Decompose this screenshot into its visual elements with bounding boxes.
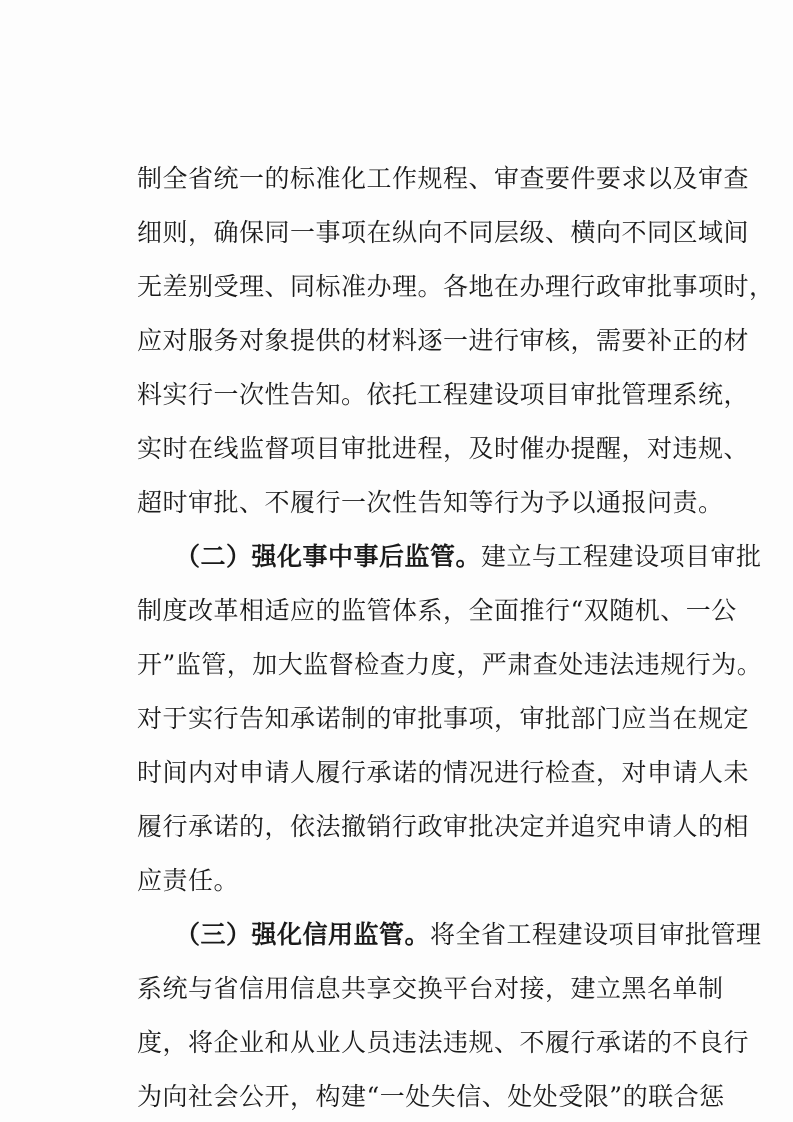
section-3-heading: （三）强化信用监管。 bbox=[175, 920, 431, 949]
paragraph-line: 履行承诺的，依法撤销行政审批决定并追究申请人的相 bbox=[137, 812, 750, 841]
section-2-first-line-text: 建立与工程建设项目审批 bbox=[481, 542, 762, 571]
paragraph-line: 为向社会公开，构建“一处失信、处处受限”的联合惩 bbox=[137, 1082, 725, 1111]
paragraph-line: 制全省统一的标准化工作规程、审查要件要求以及审查 bbox=[137, 164, 750, 193]
section-2-heading: （二）强化事中事后监管。 bbox=[175, 542, 482, 571]
paragraph-line: 制度改革相适应的监管体系，全面推行“双随机、一公 bbox=[137, 596, 737, 625]
section-3-first-line bbox=[175, 916, 762, 954]
paragraph-line: 时间内对申请人履行承诺的情况进行检查，对申请人未 bbox=[137, 758, 750, 787]
paragraph-line: 开”监管，加大监督检查力度，严肃查处违法违规行为。 bbox=[137, 650, 763, 679]
paragraph-line: 细则，确保同一事项在纵向不同层级、横向不同区域间 bbox=[137, 218, 750, 247]
paragraph-line: 度，将企业和从业人员违法违规、不履行承诺的不良行 bbox=[137, 1028, 750, 1057]
section-2-first-line bbox=[175, 538, 762, 576]
paragraph-line: 应责任。 bbox=[137, 866, 240, 895]
paragraph-line: 应对服务对象提供的材料逐一进行审核，需要补正的材 bbox=[137, 326, 750, 355]
paragraph-line: 实时在线监督项目审批进程，及时催办提醒，对违规、 bbox=[137, 434, 750, 463]
paragraph-line: 对于实行告知承诺制的审批事项，审批部门应当在规定 bbox=[137, 704, 750, 733]
paragraph-line: 无差别受理、同标准办理。各地在办理行政审批事项时， bbox=[137, 272, 775, 301]
paragraph-line: 料实行一次性告知。依托工程建设项目审批管理系统， bbox=[137, 380, 750, 409]
paragraph-line: 系统与省信用信息共享交换平台对接，建立黑名单制 bbox=[137, 974, 724, 1003]
paragraph-line: 超时审批、不履行一次性告知等行为予以通报问责。 bbox=[137, 488, 724, 517]
section-3-first-line-text: 将全省工程建设项目审批管理 bbox=[430, 920, 762, 949]
